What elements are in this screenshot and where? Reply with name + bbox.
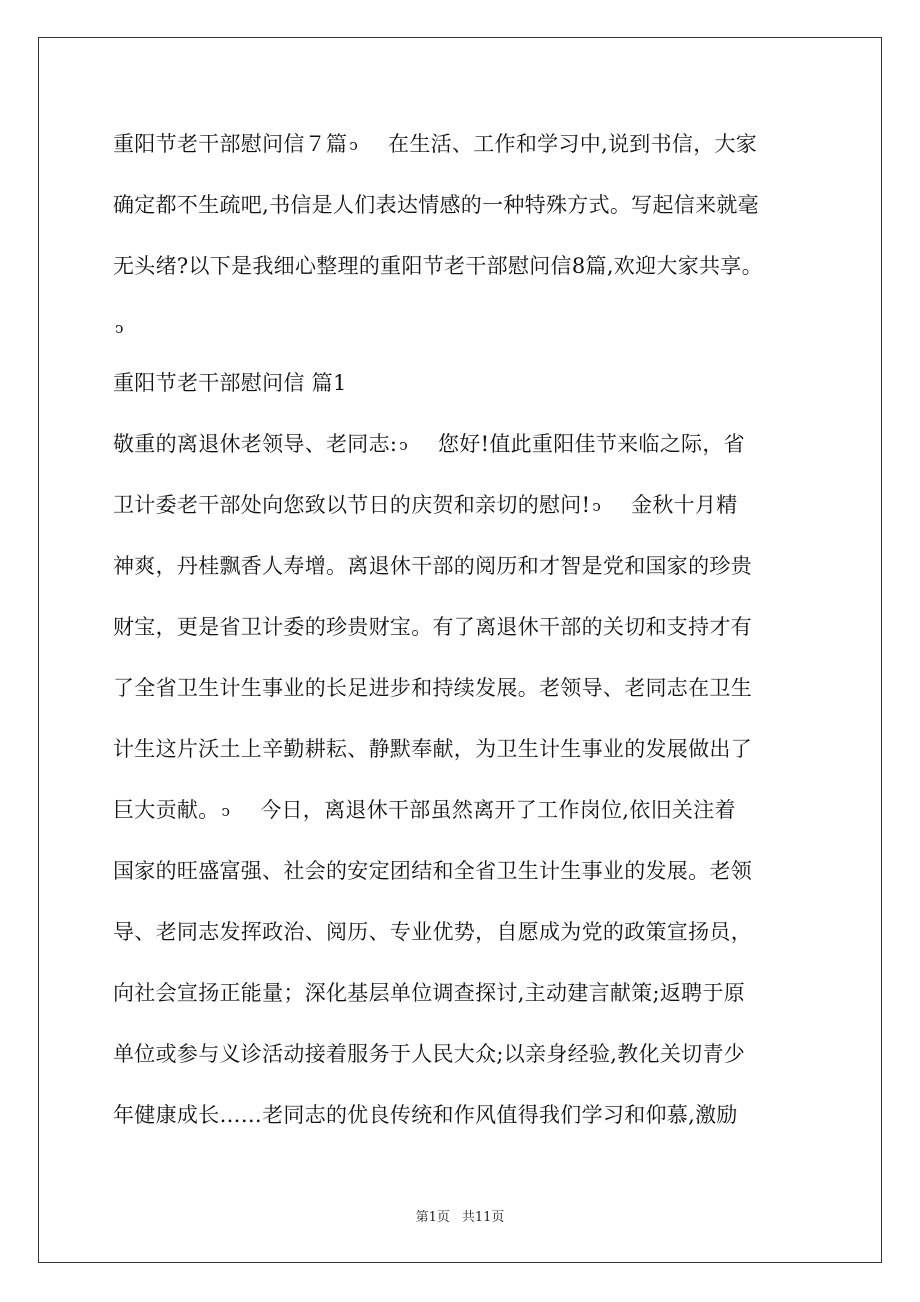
text-line-14: 导、老同志发挥政治、阅历、专业优势，自愿成为党的政策宣扬员， bbox=[113, 920, 752, 944]
text-line-12: 巨大贡献。 ↄ 今日，离退休干部虽然离开了工作岗位,依旧关注着 bbox=[113, 786, 808, 847]
text-line-6: 敬重的离退休老领导、老同志: ↄ 您好!值此重阳佳节来临之际，省 bbox=[113, 420, 808, 481]
text-line-16: 单位或参与义诊活动接着服务于人民大众;以亲身经验,教化关切青少 bbox=[113, 1042, 746, 1066]
paragraph-mark-icon: ↄ bbox=[221, 802, 231, 820]
text-line-7: 卫计委老干部处向您致以节日的庆贺和亲切的慰问! ↄ 金秋十月精 bbox=[113, 481, 808, 542]
page-total: 共11页 bbox=[461, 1210, 505, 1225]
text-line-9: 财宝，更是省卫计委的珍贵财宝。有了离退休干部的关切和支持才有 bbox=[113, 615, 752, 639]
page-footer bbox=[0, 1206, 920, 1225]
text-line-4 bbox=[113, 303, 808, 359]
text-line-3: 无头绪?以下是我细心整理的重阳节老干部慰问信8篇,欢迎大家共享。 bbox=[113, 254, 763, 278]
text-line-10: 了全省卫生计生事业的长足进步和持续发展。老领导、老同志在卫生 bbox=[113, 676, 752, 700]
text-line-17: 年健康成长……老同志的优良传统和作风值得我们学习和仰慕,激励 bbox=[113, 1103, 738, 1127]
text-line-8: 神爽，丹桂飘香人寿增。离退休干部的阅历和才智是党和国家的珍贵 bbox=[113, 554, 752, 578]
paragraph-mark-icon: ↄ bbox=[399, 436, 408, 454]
text-line-2: 确定都不生疏吧,书信是人们表达情感的一种特殊方式。写起信来就毫 bbox=[113, 193, 759, 217]
salutation: 敬重的离退休老领导、老同志: bbox=[113, 432, 398, 456]
document-body bbox=[113, 120, 808, 1152]
doc-title-inline: 重阳节老干部慰问信７篇 bbox=[113, 132, 348, 156]
text-line-15: 向社会宣扬正能量；深化基层单位调查探讨,主动建言献策;返聘于原 bbox=[113, 981, 746, 1005]
paragraph-mark-icon: ↄ bbox=[349, 136, 359, 154]
paragraph-mark-icon: ↄ bbox=[115, 319, 124, 337]
section-heading: 重阳节老干部慰问信 篇1 bbox=[113, 371, 347, 395]
text-line-13: 国家的旺盛富强、社会的安定团结和全省卫生计生事业的发展。老领 bbox=[113, 859, 752, 883]
text-line-1: 重阳节老干部慰问信７篇 ↄ 在生活、工作和学习中,说到书信，大家 bbox=[113, 120, 808, 181]
text-line-11: 计生这片沃土上辛勤耕耘、静默奉献，为卫生计生事业的发展做出了 bbox=[113, 737, 752, 761]
page-number: 第1页 bbox=[415, 1210, 450, 1225]
paragraph-mark-icon: ↄ bbox=[592, 497, 602, 515]
